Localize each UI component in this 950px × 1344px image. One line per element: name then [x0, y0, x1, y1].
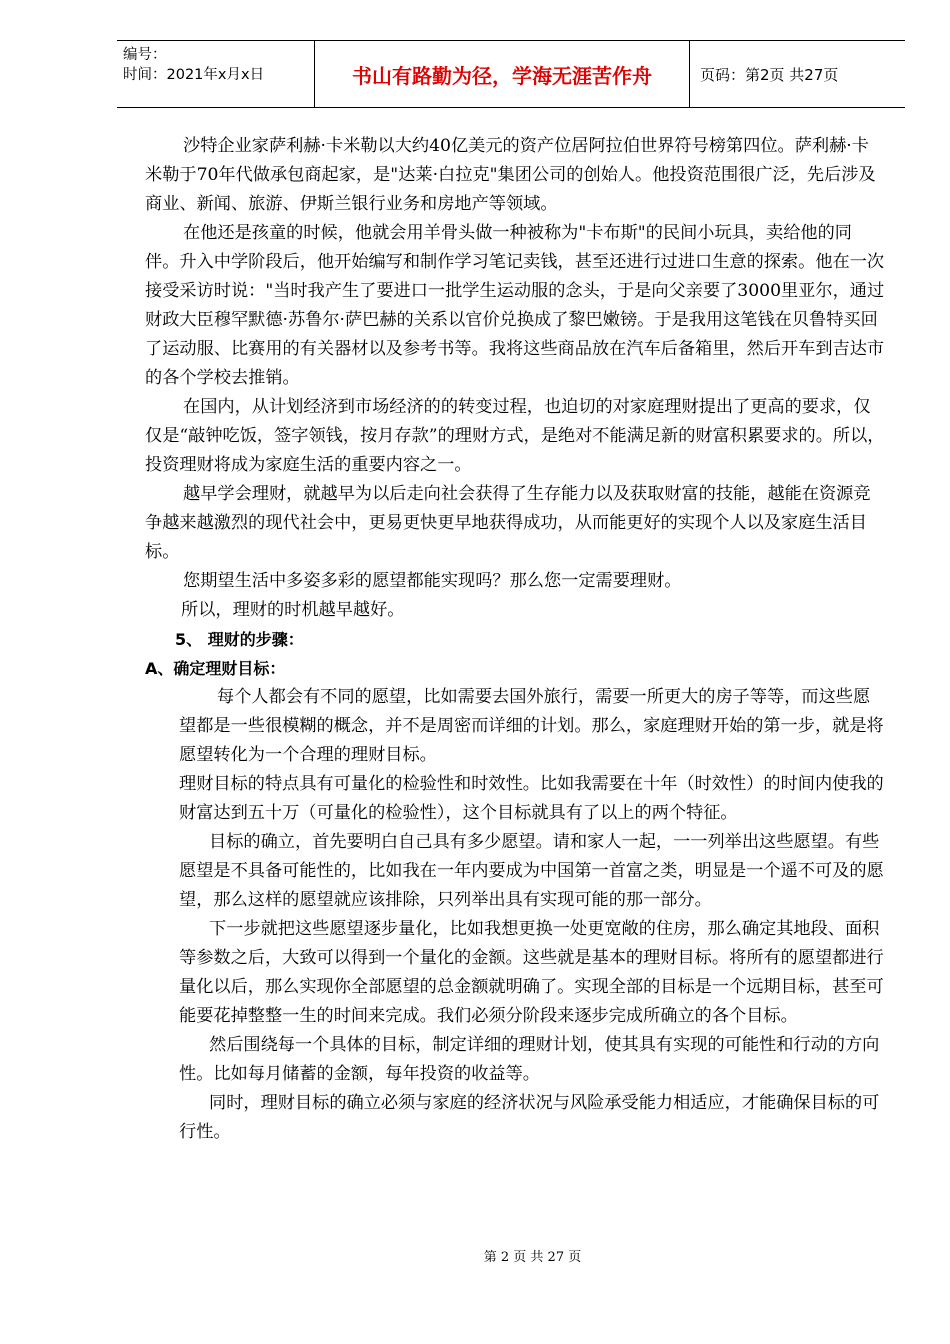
subsection-body [145, 683, 885, 1147]
subsection-heading: A、确定理财目标： [145, 659, 286, 678]
code-label: 编号： [123, 47, 167, 63]
paragraph: 理财目标的特点具有可量化的检验性和时效性。比如我需要在十年（时效性）的时间内使我的财富达到五十万（可量化的检验性），这个目标就具有了以上的两个特征。 [179, 774, 884, 823]
page-header [117, 40, 905, 108]
document-body [145, 132, 885, 1147]
header-page-info: 页码：第2页 共27页 [700, 65, 839, 84]
section-heading: 5、 理财的步骤： [175, 630, 304, 649]
paragraph: 所以，理财的时机越早越好。 [181, 600, 405, 620]
time-label: 时间：2021年x月x日 [123, 67, 265, 83]
page-footer: 第 2 页 共 27 页 [483, 1250, 582, 1265]
paragraph: 同时，理财目标的确立必须与家庭的经济状况与风险承受能力相适应，才能确保目标的可行性。 [179, 1093, 880, 1142]
paragraph: 每个人都会有不同的愿望，比如需要去国外旅行，需要一所更大的房子等等，而这些愿望都是一些很模糊的概念，并不是周密而详细的计划。那么，家庭理财开始的第一步，就是将愿望转化为一个合理的理财目标。 [179, 687, 884, 765]
paragraph: 在他还是孩童的时候，他就会用羊骨头做一种被称为"卡布斯"的民间小玩具，卖给他的同伴。升入中学阶段后，他开始编写和制作学习笔记卖钱，甚至还进行过进口生意的探索。他在一次接受采访时说："当时我产生了要进口一批学生运动服的念头，于是向父亲要了3000里亚尔，通过财政大臣穆罕默德·苏鲁尔·萨巴赫的关系以官价兑换成了黎巴嫩镑。于是我用这笔钱在贝鲁特买回了运动服、比赛用的有关器材以及参考书等。我将这些商品放在汽车后备箱里，然后开车到吉达市的各个学校去推销。 [145, 223, 885, 388]
paragraph: 在国内，从计划经济到市场经济的的转变过程，也迫切的对家庭理财提出了更高的要求，仅仅是“敲钟吃饭，签字领钱，按月存款”的理财方式，是绝对不能满足新的财富积累要求的。所以，投资理财将成为家庭生活的重要内容之一。 [145, 397, 885, 475]
paragraph: 您期望生活中多姿多彩的愿望都能实现吗？那么您一定需要理财。 [183, 571, 682, 591]
paragraph: 越早学会理财，就越早为以后走向社会获得了生存能力以及获取财富的技能，越能在资源竞争越来越激烈的现代社会中，更易更快更早地获得成功，从而能更好的实现个人以及家庭生活目标。 [145, 484, 871, 562]
paragraph: 目标的确立，首先要明白自己具有多少愿望。请和家人一起，一一列举出这些愿望。有些愿望是不具备可能性的，比如我在一年内要成为中国第一首富之类，明显是一个遥不可及的愿望，那么这样的愿望就应该排除，只列举出具有实现可能的那一部分。 [179, 832, 884, 910]
header-motto: 书山有路勤为径，学海无涯苦作舟 [315, 41, 690, 107]
paragraph: 下一步就把这些愿望逐步量化，比如我想更换一处更宽敞的住房，那么确定其地段、面积等参数之后，大致可以得到一个量化的金额。这些就是基本的理财目标。将所有的愿望都进行量化以后，那么实现你全部愿望的总金额就明确了。实现全部的目标是一个远期目标，甚至可能要花掉整整一生的时间来完成。我们必须分阶段来逐步完成所确立的各个目标。 [179, 919, 884, 1026]
paragraph: 沙特企业家萨利赫·卡米勒以大约40亿美元的资产位居阿拉伯世界符号榜第四位。萨利赫·卡米勒于70年代做承包商起家，是"达莱·白拉克"集团公司的创始人。他投资范围很广泛，先后涉及商业、新闻、旅游、伊斯兰银行业务和房地产等领域。 [145, 136, 876, 214]
paragraph: 然后围绕每一个具体的目标，制定详细的理财计划，使其具有实现的可能性和行动的方向性。比如每月储蓄的金额，每年投资的收益等。 [179, 1035, 880, 1084]
header-meta [117, 41, 315, 107]
